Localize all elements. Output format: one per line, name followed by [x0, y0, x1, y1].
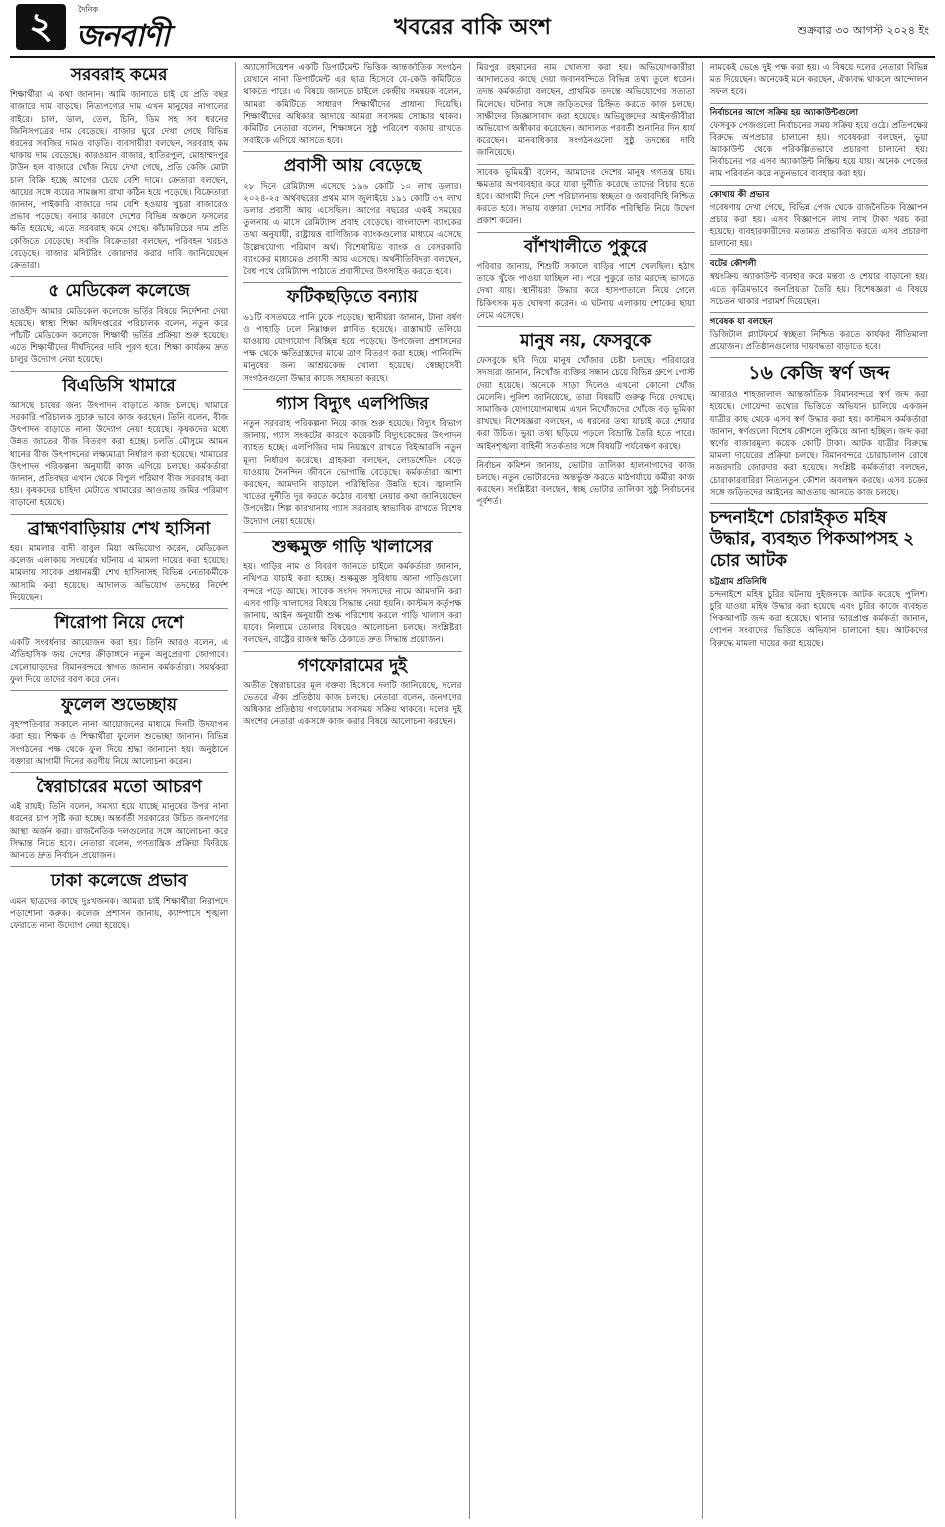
- story-headline: গণফোরামের দুই: [243, 651, 461, 677]
- story-body: ফেসবুকে ছবি দিয়ে মানুষ খোঁজার চেষ্টা চলছে। পরিবারের সদস্যরা জানান, নিখোঁজ ব্যক্তির সন্ধান চেয়ে বিভিন্ন গ্রুপে পোস্ট দেয়া হয়েছে। অনেকে সাড়া দিলেও এখনো কোনো খোঁজ মেলেনি। পুলিশ জানিয়েছে, তারা বিষয়টি গুরুত্ব দিয়ে দেখছে। সামাজিক যোগাযোগমাধ্যম এখন নিখোঁজদের খোঁজে বড় ভূমিকা রাখছে। বিশেষজ্ঞরা বলছেন, এ ধরনের তথ্য যাচাই করে শেয়ার করা উচিত। ভুয়া তথ্য ছড়িয়ে পড়লে বিভ্রান্তি তৈরি হতে পারে। আইনশৃঙ্খলা বাহিনী সতর্কতার সঙ্গে বিষয়টি পর্যবেক্ষণ করছে।: [476, 356, 695, 452]
- story-body: পরিবার জানায়, শিশুটি সকালে বাড়ির পাশে খেলছিল। হঠাৎ তাকে খুঁজে পাওয়া যাচ্ছিল না। পরে পুকুরে তার মরদেহ ভাসতে দেখা যায়। স্থানীয়রা উদ্ধার করে হাসপাতালে নিয়ে গেলে চিকিৎসক মৃত ঘোষণা করেন। এ ঘটনায় এলাকায় শোকের ছায়া নেমে এসেছে।: [476, 261, 695, 321]
- story-headline: প্রবাসী আয় বেড়েছে: [243, 151, 461, 177]
- story-body: স্বয়ংক্রিয় অ্যাকাউন্ট ব্যবহার করে মন্তব্য ও শেয়ার বাড়ানো হয়। এতে কৃত্রিমভাবে জনপ্রিয়তা তৈরি হয়। বিশেষজ্ঞরা এ বিষয়ে সচেতন থাকার পরামর্শ দিয়েছেন।: [709, 272, 928, 307]
- news-story: [243, 62, 461, 147]
- story-headline: শুল্কমুক্ত গাড়ি খালাসের: [243, 532, 461, 558]
- divider: [710, 185, 928, 186]
- news-story: [243, 532, 461, 647]
- story-headline: ঢাকা কলেজে প্রভাব: [10, 866, 228, 892]
- logo-text: জনবাণী: [76, 19, 169, 54]
- story-body: আসছে চাষের জন্য উৎপাদন বাড়াতে কাজ চলছে। খামারে সরকারি পরিচালক সুচারু ভাবে কাজ করছেন। তিনি বলেন, বীজ উৎপাদন বাড়াতে নানা উদ্যোগ নেয়া হয়েছে। কৃষকদের মধ্যে উন্নত জাতের বীজ বিতরণ করা হচ্ছে। চলতি মৌসুমে আমন ধানের বীজ উৎপাদনের লক্ষ্যমাত্রা নির্ধারণ করা হয়েছে। খামারের উৎপাদন পরিকল্পনা অনুযায়ী কাজ এগিয়ে চলছে। কর্মকর্তারা জানান, প্রতিবছর এখান থেকে বিপুল পরিমাণ বীজ সরবরাহ করা হয়। কৃষকদের চাহিদা মেটাতে খামারের আওতায় জমির পরিমাণ বাড়ানো হয়েছে।: [10, 400, 229, 509]
- page-number: ২: [16, 4, 66, 50]
- story-body: নির্বাচন কমিশন জানায়, ভোটার তালিকা হালনাগাদের কাজ চলছে। নতুন ভোটারদের অন্তর্ভুক্ত করতে মাঠপর্যায়ে কর্মীরা কাজ করছেন। সংশ্লিষ্টরা বলছেন, স্বচ্ছ ভোটার তালিকা সুষ্ঠু নির্বাচনের পূর্বশর্ত।: [476, 460, 695, 508]
- story-body: তাওহীদ আমার মেডিকেল কলেজে ভর্তির বিষয়ে নির্দেশনা দেয়া হয়েছে। স্বাস্থ্য শিক্ষা অধিদপ্তরের পরিচালক বলেন, নতুন করে পাঁচটি মেডিকেল কলেজে শিক্ষার্থী ভর্তির প্রক্রিয়া শুরু হয়েছে। এতে শিক্ষার্থীদের দীর্ঘদিনের দাবি পূরণ হবে। শিক্ষা কার্যক্রম দ্রুত চালুর উদ্যোগ নেয়া হয়েছে।: [10, 306, 229, 366]
- news-story: [710, 62, 928, 99]
- story-body: হয়। মামলার বাদী বাবুল মিয়া অভিযোগ করেন, মেডিকেল কলেজ এলাকায় সংঘর্ষের ঘটনায় এ মামলা দায়ের করা হয়েছে। মামলায় সাবেক প্রধানমন্ত্রী শেখ হাসিনাসহ বিভিন্ন নেতাকর্মীকে আসামি করা হয়েছে। আদালত অভিযোগ তদন্তের নির্দেশ দিয়েছেন।: [10, 543, 229, 603]
- story-headline: সরবরাহ কমের: [70, 65, 168, 85]
- story-headline: শিরোপা নিয়ে দেশে: [10, 608, 228, 634]
- masthead: [10, 0, 935, 58]
- story-body: ৬১টি বসতঘরে পানি ঢুকে পড়েছে। স্থানীয়রা জানান, টানা বর্ষণ ও পাহাড়ি ঢলে নিম্নাঞ্চল প্লাবিত হয়েছে। রাস্তাঘাট তলিয়ে যাওয়ায় যোগাযোগ বিচ্ছিন্ন হয়ে পড়েছে। উপজেলা প্রশাসনের পক্ষ থেকে ক্ষতিগ্রস্তদের মাঝে ত্রাণ বিতরণ করা হচ্ছে। পানিবন্দি মানুষের জন্য আশ্রয়কেন্দ্র খোলা হয়েছে। স্বেচ্ছাসেবী সংগঠনগুলো উদ্ধার কাজে সহায়তা করছে।: [243, 312, 462, 384]
- news-story: [710, 312, 928, 353]
- story-body: নামকেই ভেঙে দুই পক্ষ করা হয়। এ বিষয়ে দলের নেতারা বিভিন্ন মত দিয়েছেন। অনেকেই মনে করছেন, ঐক্যবদ্ধ থাকলে আন্দোলন সফল হবে।: [709, 63, 928, 98]
- story-headline: বাঁশখালীতে পুকুরে: [477, 232, 695, 258]
- story-body: নতুন সরবরাহ পরিকল্পনা নিয়ে কাজ শুরু হয়েছে। বিদ্যুৎ বিভাগ জানায়, গ্যাস সংকটের কারণে কয়েকটি বিদ্যুৎকেন্দ্রের উৎপাদন ব্যাহত হচ্ছে। এলপিজির দাম নিয়ন্ত্রণে রাখতে বিইআরসি নতুন মূল্য নির্ধারণ করেছে। গ্রাহকরা বলছেন, লোডশেডিং বেড়ে যাওয়ায় দৈনন্দিন জীবনে ভোগান্তি বেড়েছে। কর্মকর্তারা আশা করছেন, আমদানি বাড়ালে পরিস্থিতির উন্নতি হবে। জ্বালানি খাতের দুর্নীতি দূর করতে কঠোর ব্যবস্থা নেয়ার কথা জানিয়েছেন উপদেষ্টা। শিল্প কারখানায় গ্যাস সরবরাহ স্বাভাবিক রাখতে বিশেষ উদ্যোগ নেয়া হয়েছে।: [243, 419, 462, 527]
- news-story: [710, 357, 928, 499]
- news-story: [710, 254, 928, 308]
- news-story: [243, 389, 461, 528]
- story-body: ২৮ দিনে রেমিট্যান্স এসেছে ১৯৬ কোটি ১০ লাখ ডলার। ২০২৪-২৫ অর্থবছরের প্রথম মাস জুলাইয়ে ১৯১ কোটি ৩৭ লাখ ডলার প্রবাসী আয় এসেছিল। আগের বছরের একই সময়ের তুলনায় এ মাসে রেমিট্যান্স প্রবাহ বেড়েছে। বাংলাদেশ ব্যাংকের তথ্য অনুযায়ী, রাষ্ট্রায়ত্ত বাণিজ্যিক ব্যাংকগুলোর মাধ্যমে এসেছে উল্লেখযোগ্য পরিমাণ অর্থ। বিশেষায়িত ব্যাংক ও বেসরকারি ব্যাংকের মাধ্যমেও প্রবাসী আয় এসেছে। অর্থনীতিবিদরা বলছেন, বৈধ পথে রেমিট্যান্স পাঠাতে প্রবাসীদের উৎসাহিত করতে হবে।: [243, 181, 462, 278]
- story-subhead: গবেষক যা বলছেন: [709, 317, 773, 328]
- news-story: [477, 62, 695, 160]
- news-story: [10, 866, 228, 932]
- story-headline: বিএডিসি খামারে: [10, 371, 228, 397]
- news-story: [710, 103, 928, 181]
- news-story: [10, 772, 228, 862]
- news-story: [10, 65, 228, 272]
- news-story: [710, 185, 928, 251]
- story-body: গবেষণায় দেখা গেছে, বিভিন্ন পেজ থেকে রাজনৈতিক বিজ্ঞাপন প্রচার করা হয়। এসব বিজ্ঞাপনে লাখ লাখ টাকা খরচ করা হয়েছে। ব্যবহারকারীদের মতামত প্রভাবিত করতে এসব প্রচারণা চালানো হয়।: [709, 202, 928, 250]
- section-title: খবরের বাকি অংশ: [394, 15, 551, 40]
- story-body: অ্যাসোসিয়েশন একটি ডিপার্টমেন্ট ভিত্তিক আন্তর্জাতিক সংগঠন যেখানে নানা ডিপার্টমেন্ট এর ছাত্র হিসেবে যে-কেউ কমিটিতে থাকতে পারে। এ বিষয়ে জানতে চাইলে কেন্দ্রীয় সমন্বয়ক বলেন, আমরা কমিটিতে সাধারণ শিক্ষার্থীদের প্রাধান্য দিয়েছি। শিক্ষার্থীদের অধিকার আদায়ে আমরা সবসময় সোচ্চার থাকব। কমিটির নেতারা বলেন, শিক্ষাঙ্গনে সুষ্ঠু পরিবেশ বজায় রাখতে সবাইকে এগিয়ে আসতে হবে।: [243, 63, 462, 147]
- news-story: [10, 276, 228, 366]
- news-story: [10, 371, 228, 510]
- news-story: [243, 651, 461, 729]
- story-body: সাবেক ভূমিমন্ত্রী বলেন, আমাদের দেশের মানুষ গণতন্ত্র চায়। ক্ষমতার অপব্যবহার করে যারা দুর্নীতি করেছে তাদের বিচার হতে হবে। আগামী দিনে দেশ পরিচালনায় স্বচ্ছতা ও জবাবদিহি নিশ্চিত করতে হবে। সভায় বক্তারা দেশের সার্বিক পরিস্থিতি নিয়ে উদ্বেগ প্রকাশ করেন।: [476, 167, 695, 227]
- story-body: অতীত স্বৈরাচারের মূল বক্তব্য হিসেবে দলটি জানিয়েছে, দলের ভেতরে ঐক্য প্রতিষ্ঠায় কাজ চলছে। নেতারা বলেন, জনগণের অধিকার প্রতিষ্ঠায় গণফোরাম সবসময় সক্রিয় থাকবে। দলের দুই অংশের নেতারা একসঙ্গে কাজ করার বিষয়ে আলোচনা করছেন।: [243, 680, 462, 728]
- story-headline: চন্দনাইশে চোরাইকৃত মহিষ উদ্ধার, ব্যবহৃত পিকআপসহ ২ চোর আটক: [710, 503, 928, 572]
- logo-small-text: দৈনিক: [78, 5, 99, 14]
- story-body: শিক্ষার্থীরা এ কথা জানান। আমি জানাতে চাই যে প্রতি বছর বাজারে দাম বাড়ছে। নিত্যপণ্যের দাম এখন মানুষের নাগালের বাইরে। চাল, ডাল, তেল, চিনি, ডিম সহ সব ধরনের জিনিসপত্রের দাম বেড়েছে। বাজার ঘুরে দেখা গেছে বিভিন্ন ধরনের সবজির দামও বাড়তি। ব্যবসায়ীরা বলছেন, সরবরাহ কম থাকায় দাম বেড়েছে। কারওয়ান বাজার, হাতিরপুল, মোহাম্মদপুর টাউন হল বাজারে খোঁজ নিয়ে দেখা গেছে, প্রতি কেজি মোটা চাল বিক্রি হচ্ছে আগের চেয়ে বেশি দামে। ক্রেতারা বলছেন, আয়ের সঙ্গে ব্যয়ের সামঞ্জস্য রাখা কঠিন হয়ে পড়েছে। বিক্রেতারা জানান, পাইকারি বাজারে দাম বেশি হওয়ায় খুচরা বাজারেও প্রভাব পড়েছে। বন্যার কারণে দেশের বিভিন্ন অঞ্চলে ফসলের ক্ষতি হয়েছে, এতে সরবরাহ কমে গেছে। কাঁচামরিচের দাম প্রতি কেজিতে বেড়েছে। সবজি বিক্রেতারা বলছেন, পরিবহন খরচও বেড়েছে। বাজার মনিটরিং জোরদার করার দাবি জানিয়েছেন ক্রেতারা।: [10, 90, 229, 272]
- story-headline: ৫ মেডিকেল কলেজে: [10, 276, 228, 302]
- divider: [710, 103, 928, 104]
- news-story: [477, 164, 695, 228]
- story-subhead: নির্বাচনের আগে সক্রিয় হয় অ্যাকাউন্টগুলো: [709, 107, 858, 118]
- story-headline: ফুলেল শুভেচ্ছায়: [10, 690, 228, 716]
- news-story: [10, 690, 228, 768]
- news-story: [477, 326, 695, 453]
- story-headline: মানুষ নয়, ফেসবুকে: [477, 326, 695, 352]
- story-subhead: কোথায় কী প্রভাব: [709, 189, 770, 200]
- story-body: এমন ছাত্রদের কাছে দুঃখজনক। আমরা চাই শিক্ষার্থীরা নিরাপদে পড়াশোনা করুক। কলেজ প্রশাসন জানায়, ক্যাম্পাসে শৃঙ্খলা ফেরাতে নানা উদ্যোগ নেয়া হয়েছে।: [10, 896, 229, 931]
- story-headline: গ্যাস বিদ্যুৎ এলপিজির: [243, 389, 461, 415]
- columns: [10, 62, 935, 1519]
- story-body: হয়। গাড়ির নাম ও বিবরণ জানতে চাইলে কর্মকর্তারা জানান, নথিপত্র যাচাই করা হচ্ছে। শুল্কমুক্ত সুবিধায় আনা গাড়িগুলো বন্দরে পড়ে আছে। সাবেক সংসদ সদস্যদের নামে আমদানি করা এসব গাড়ি খালাসের বিষয়ে সিদ্ধান্ত নেয়া হয়নি। কাস্টমস কর্তৃপক্ষ জানায়, আইন অনুযায়ী শুল্ক পরিশোধ করলে গাড়ি খালাস করা যাবে। নিলামে তোলার বিষয়েও আলোচনা চলছে। সংশ্লিষ্টরা বলছেন, রাষ্ট্রের রাজস্ব ক্ষতি ঠেকাতে দ্রুত সিদ্ধান্ত প্রয়োজন।: [243, 562, 462, 646]
- news-story: [10, 608, 228, 686]
- column-2: [236, 62, 469, 1519]
- divider: [710, 312, 928, 313]
- story-body: ডিজিটাল প্ল্যাটফর্মে স্বচ্ছতা নিশ্চিত করতে কার্যকর নীতিমালা প্রয়োজন। প্রতিষ্ঠানগুলোর দায়বদ্ধতা বাড়াতে হবে।: [709, 330, 928, 353]
- story-headline: ১৬ কেজি স্বর্ণ জব্দ: [710, 357, 928, 386]
- news-story: [710, 503, 928, 650]
- story-subhead: চট্টগ্রাম প্রতিনিধি: [709, 576, 767, 587]
- story-body: বৃহস্পতিবার সকালে নানা আয়োজনের মাধ্যমে দিনটি উদযাপন করা হয়। শিক্ষক ও শিক্ষার্থীরা ফুলেল শুভেচ্ছা জানান। বিভিন্ন সংগঠনের পক্ষ থেকে ফুল দিয়ে শ্রদ্ধা জানানো হয়। অনুষ্ঠানে বক্তারা আগামী দিনের করণীয় নিয়ে আলোচনা করেন।: [10, 720, 229, 767]
- divider: [477, 457, 695, 458]
- story-headline: ব্রাহ্মণবাড়িয়ায় শেখ হাসিনা: [10, 514, 228, 540]
- story-body: চন্দনাইশে মহিষ চুরির ঘটনায় দুইজনকে আটক করেছে পুলিশ। চুরি যাওয়া মহিষ উদ্ধার করা হয়েছে এবং চুরির কাজে ব্যবহৃত পিকআপটি জব্দ করা হয়েছে। থানার ভারপ্রাপ্ত কর্মকর্তা জানান, গোপন সংবাদের ভিত্তিতে অভিযান চালানো হয়। আটকদের বিরুদ্ধে মামলা দায়ের করা হয়েছে।: [709, 589, 928, 649]
- story-body: আবারও শাহজালাল আন্তর্জাতিক বিমানবন্দরে স্বর্ণ জব্দ করা হয়েছে। গোয়েন্দা তথ্যের ভিত্তিতে অভিযান চালিয়ে একজন যাত্রীর কাছ থেকে এসব স্বর্ণ উদ্ধার করা হয়। কাস্টমস কর্মকর্তারা জানান, স্বর্ণগুলো বিশেষ কৌশলে লুকিয়ে আনা হচ্ছিল। জব্দ করা স্বর্ণের বাজারমূল্য কয়েক কোটি টাকা। আটক যাত্রীর বিরুদ্ধে মামলা দায়েরের প্রক্রিয়া চলছে। বিমানবন্দরে চোরাচালান রোধে নজরদারি জোরদার করা হয়েছে। সংশ্লিষ্ট কর্মকর্তারা বলছেন, চোরাকারবারিরা নিত্যনতুন কৌশল অবলম্বন করছে। এসব চক্রের সঙ্গে জড়িতদের আইনের আওতায় আনতে কাজ চলছে।: [709, 390, 928, 498]
- news-story: [10, 514, 228, 604]
- story-body: মিরপুর রহমানের নাম খোলসা করা হয়। অভিযোগকারীরা আদালতের কাছে দেয়া জবানবন্দিতে বিভিন্ন তথ্য তুলে ধরেন। তদন্ত কর্মকর্তারা বলছেন, প্রাথমিক তদন্তে অভিযোগের সত্যতা মিলেছে। ঘটনার সঙ্গে জড়িতদের চিহ্নিত করতে কাজ চলছে। সাক্ষীদের জিজ্ঞাসাবাদ করা হয়েছে। অভিযুক্তদের আইনজীবীরা অভিযোগ অস্বীকার করেছেন। আদালত পরবর্তী শুনানির দিন ধার্য করেছেন। মানবাধিকার সংগঠনগুলো সুষ্ঠু তদন্তের দাবি জানিয়েছে।: [476, 63, 695, 159]
- divider: [710, 254, 928, 255]
- news-story: [477, 457, 695, 509]
- story-body: ফেসবুক পেজগুলো নির্বাচনের সময় সক্রিয় হয়ে ওঠে। প্রতিপক্ষের বিরুদ্ধে অপপ্রচার চালানো হয়। গবেষকরা বলছেন, ভুয়া অ্যাকাউন্ট থেকে পরিকল্পিতভাবে প্রচারণা চালানো হয়। নির্বাচনের পর এসব অ্যাকাউন্ট নিষ্ক্রিয় হয়ে যায়। অনেক পেজের নাম পরিবর্তন করে নতুনভাবে ব্যবহার করা হয়।: [709, 120, 928, 180]
- column-3: [470, 62, 703, 1519]
- news-story: [243, 282, 461, 384]
- column-1: [10, 62, 236, 1519]
- story-headline: স্বৈরাচারের মতো আচরণ: [10, 772, 228, 798]
- story-body: এই রায়ই। তিনি বলেন, সমস্যা হয়ে যাচ্ছে মানুষের উপর নানা ধরনের চাপ সৃষ্টি করা হচ্ছে। অন্তর্বর্তী সরকারের উচিত জনগণের আস্থা অর্জন করা। রাজনৈতিক দলগুলোর সঙ্গে আলোচনা করে সিদ্ধান্ত নিতে হবে। নেতারা বলেন, গণতান্ত্রিক প্রক্রিয়া ফিরিয়ে আনতে দ্রুত নির্বাচন প্রয়োজন।: [10, 802, 229, 862]
- publication-date: শুক্রবার ৩০ আগস্ট ২০২৪ ইং: [797, 24, 929, 37]
- column-4: [703, 62, 935, 1519]
- news-story: [243, 151, 461, 278]
- story-subhead: বটের কৌশলী: [709, 259, 757, 270]
- divider: [477, 164, 695, 165]
- news-story: [477, 232, 695, 322]
- story-headline: ফটিকছড়িতে বন্যায়: [243, 282, 461, 308]
- story-body: একটি সংবর্ধনার আয়োজন করা হয়। তিনি আরও বলেন, এ ঐতিহাসিক জয় দেশের ক্রীড়াঙ্গনে নতুন অনুপ্রেরণা জোগাবে। খেলোয়াড়দের বিমানবন্দরে স্বাগত জানান কর্মকর্তারা। সমর্থকরা ফুল দিয়ে তাদের বরণ করে নেন।: [10, 638, 229, 685]
